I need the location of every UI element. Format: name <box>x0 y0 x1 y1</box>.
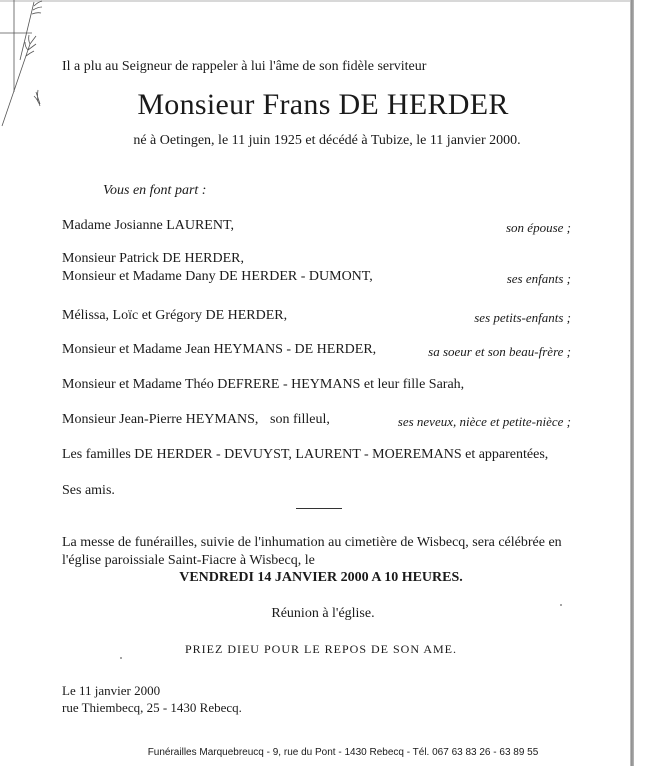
family-address: rue Thiembecq, 25 - 1430 Rebecq. <box>62 700 242 715</box>
deceased-name: Monsieur Frans DE HERDER <box>137 88 509 121</box>
relation-children: ses enfants ; <box>506 271 571 286</box>
section-divider <box>296 508 342 509</box>
family-entry-child-2: Monsieur et Madame Dany DE HERDER - DUMONT, <box>62 269 373 284</box>
scan-speck <box>560 604 562 606</box>
prayer-text: PRIEZ DIEU POUR LE REPOS DE SON AME. <box>184 642 457 656</box>
ceremony-text-line-2: l'église paroissiale Saint-Fiacre à Wisbecq, le <box>62 553 315 568</box>
relation-grandchildren: ses petits-enfants ; <box>474 310 571 325</box>
godson-label: son filleul, <box>270 412 330 427</box>
birth-death-dates: né à Oetingen, le 11 juin 1925 et décédé à Tubize, le 11 janvier 2000. <box>133 133 521 148</box>
family-entry-spouse: Madame Josianne LAURENT, <box>62 218 234 233</box>
family-entry-defrere: Monsieur et Madame Théo DEFRERE - HEYMANS et leur fille Sarah, <box>62 377 465 392</box>
family-entry-grandchildren: Mélissa, Loïc et Grégory DE HERDER, <box>62 308 288 323</box>
relation-spouse: son épouse ; <box>506 220 571 235</box>
intro-text: Il a plu au Seigneur de rappeler à lui l'âme de son fidèle serviteur <box>62 59 427 74</box>
relation-sister: sa soeur et son beau-frère ; <box>428 344 571 359</box>
scan-top-edge <box>0 0 630 2</box>
ceremony-datetime: VENDREDI 14 JANVIER 2000 A 10 HEURES. <box>179 570 463 585</box>
ceremony-text-line-1: La messe de funérailles, suivie de l'inhumation au cimetière de Wisbecq, sera célébrée en <box>62 535 562 550</box>
family-entry-child-1: Monsieur Patrick DE HERDER, <box>62 251 244 266</box>
relation-nephews: ses neveux, nièce et petite-nièce ; <box>397 414 571 429</box>
family-entry-families: Les familles DE HERDER - DEVUYST, LAURENT - MOEREMANS et apparentées, <box>62 447 549 462</box>
family-entry-sister: Monsieur et Madame Jean HEYMANS - DE HERDER, <box>62 342 377 357</box>
family-entry-friends: Ses amis. <box>62 483 115 498</box>
reunion-text: Réunion à l'église. <box>271 606 375 621</box>
announcement-heading: Vous en font part : <box>103 183 207 198</box>
funeral-home-footer: Funérailles Marquebreucq - 9, rue du Pont - 1430 Rebecq - Tél. 067 63 83 26 - 63 89 55 <box>147 747 539 758</box>
scan-speck <box>120 657 122 659</box>
notice-date: Le 11 janvier 2000 <box>62 683 161 698</box>
family-entry-heymans: Monsieur Jean-Pierre HEYMANS, <box>62 412 259 427</box>
